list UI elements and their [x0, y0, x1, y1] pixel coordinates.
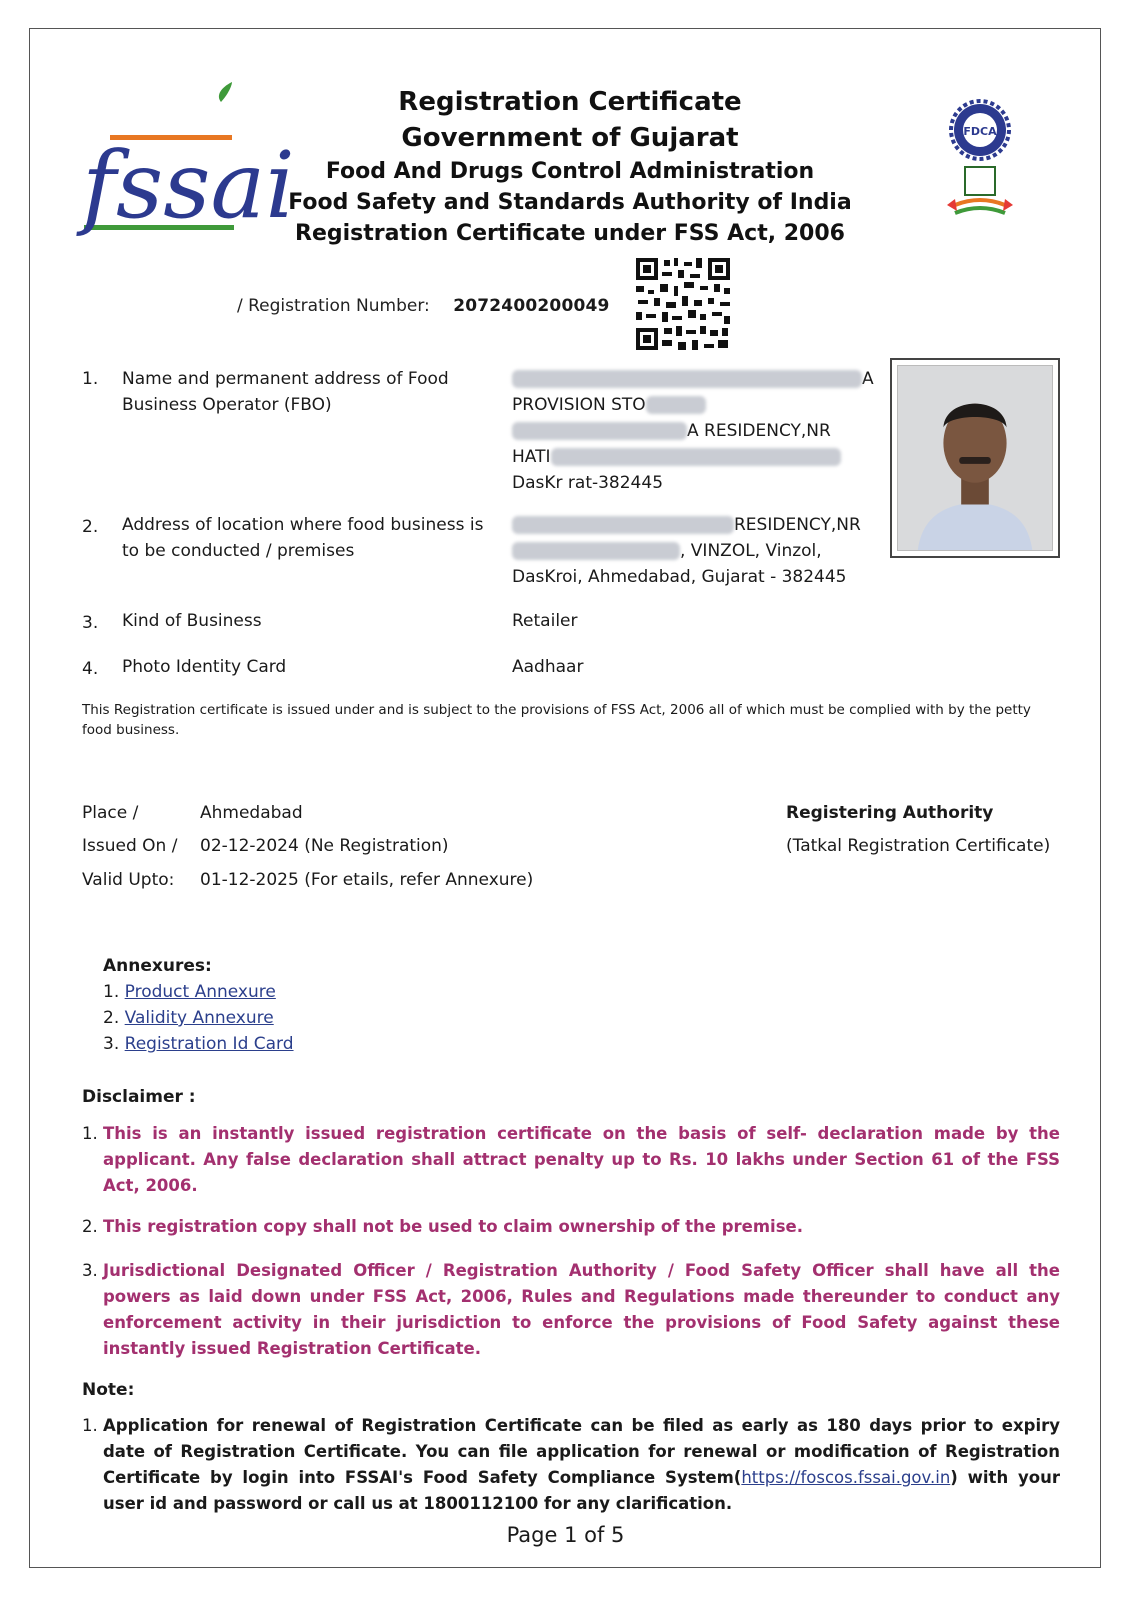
department-name: Food And Drugs Control Administration: [325, 159, 815, 184]
annexure-number: 1.: [103, 982, 120, 1002]
detail-value: Aadhaar: [512, 657, 584, 677]
annexures-heading: Annexures:: [103, 956, 212, 976]
page-number: Page 1 of 5: [506, 1523, 625, 1547]
detail-label: Name and permanent address of Food Business Operator (FBO): [122, 369, 449, 415]
detail-value-line: , VINZOL, Vinzol,: [680, 541, 822, 561]
government-name: Government of Gujarat: [401, 123, 739, 153]
detail-value: [512, 366, 892, 496]
disclaimer-number: 3.: [82, 1261, 98, 1280]
disclaimer-number: 1.: [82, 1124, 98, 1143]
registering-authority-title: Registering Authority: [786, 803, 994, 823]
detail-label: Kind of Business: [122, 611, 262, 631]
disclaimer-text: Jurisdictional Designated Officer / Registration Authority / Food Safety Officer shall have all the powers as laid down under FSS Act, 2006, Rules and Regulations made thereunder to conduct any enforcement activity in their jurisdiction to enforce the provisions of Food Safety against these instantly issued Registration Certificate.: [103, 1261, 1060, 1358]
registration-number: [237, 296, 610, 316]
place-value: Ahmedabad: [200, 803, 303, 823]
annexure-number: 3.: [103, 1034, 120, 1054]
fbo-photo-image: [897, 365, 1053, 551]
disclaimer-number: 2.: [82, 1217, 98, 1236]
note-item-1: [82, 1413, 1060, 1517]
qr-code: [634, 256, 732, 352]
note-number: 1.: [82, 1416, 98, 1435]
detail-number: 1.: [82, 369, 99, 389]
certificate-title: Registration Certificate: [398, 87, 742, 117]
annexure-item: [103, 1005, 294, 1031]
registering-authority-subtitle: (Tatkal Registration Certificate): [786, 836, 1051, 856]
valid-value: 01-12-2025 (For etails, refer Annexure): [200, 870, 534, 890]
detail-value-line: DasKroi, Ahmedabad, Gujarat - 382445: [512, 567, 847, 587]
fdca-emblem-text: FDCA: [963, 125, 997, 138]
certificate-statement: This Registration certificate is issued under and is subject to the provisions of FSS Act, 2006 all of which must be complied with by the petty food business.: [82, 702, 1031, 738]
product-annexure-link[interactable]: Product Annexure: [124, 982, 276, 1002]
fssai-logo-text: fssai: [82, 132, 295, 239]
disclaimer-text: This registration copy shall not be used to claim ownership of the premise.: [103, 1217, 803, 1236]
detail-value-line: DasKr rat-382445: [512, 473, 664, 493]
detail-value-line: A: [862, 369, 874, 389]
fssai-logo: [80, 82, 295, 242]
annexure-item: [103, 1031, 294, 1057]
note-heading: Note:: [82, 1380, 135, 1400]
detail-number: 3.: [82, 613, 99, 633]
disclaimer-item-2: [82, 1214, 1060, 1240]
fdca-emblem: [935, 95, 1025, 230]
detail-label: Address of location where food business is to be conducted / premises: [122, 515, 484, 561]
registration-number-value: 2072400200049: [453, 296, 610, 316]
issued-value: 02-12-2024 (Ne Registration): [200, 836, 449, 856]
detail-value-line: PROVISION STO: [512, 395, 646, 415]
authority-name: Food Safety and Standards Authority of India: [288, 190, 852, 215]
note-text-after: ) with your user id and password or call us at 1800112100 for any clarification.: [103, 1468, 1060, 1513]
detail-value-line: RESIDENCY,NR: [734, 515, 861, 535]
detail-value: [512, 512, 892, 590]
issued-label: Issued On /: [82, 836, 178, 856]
detail-value-line: HATI: [512, 447, 551, 467]
disclaimer-item-3: [82, 1258, 1060, 1362]
fbo-photo: [890, 358, 1060, 558]
valid-label: Valid Upto:: [82, 870, 175, 890]
disclaimer-heading: Disclaimer :: [82, 1087, 196, 1107]
annexure-number: 2.: [103, 1008, 120, 1028]
certificate-header: [250, 84, 890, 249]
disclaimer-text: This is an instantly issued registration certificate on the basis of self- declaration made by the applicant. Any false declaration shall attract penalty up to Rs. 10 lakhs under Section 61 of the FSS Act, 2006.: [103, 1124, 1060, 1195]
detail-label: Photo Identity Card: [122, 657, 287, 677]
validity-annexure-link[interactable]: Validity Annexure: [124, 1008, 274, 1028]
detail-value: Retailer: [512, 611, 578, 631]
registration-id-card-link[interactable]: Registration Id Card: [124, 1034, 294, 1054]
note-text-before: Application for renewal of Registration Certificate can be filed as early as 180 days prior to expiry date of Registration Certificate. You can file application for renewal or modification of Registration Certificate by login into FSSAI's Food Safety Compliance System(: [103, 1416, 1060, 1487]
place-label: Place /: [82, 803, 139, 823]
annexure-item: [103, 979, 294, 1005]
act-name: Registration Certificate under FSS Act, 2006: [295, 221, 845, 246]
detail-value-line: A RESIDENCY,NR: [687, 421, 831, 441]
detail-number: 2.: [82, 517, 99, 537]
registration-number-label: / Registration Number:: [237, 296, 430, 316]
foscos-link[interactable]: https://foscos.fssai.gov.in: [741, 1468, 951, 1487]
detail-number: 4.: [82, 659, 99, 679]
annexures-list: [103, 953, 294, 1057]
disclaimer-item-1: [82, 1121, 1060, 1199]
note-text: [103, 1413, 1060, 1517]
